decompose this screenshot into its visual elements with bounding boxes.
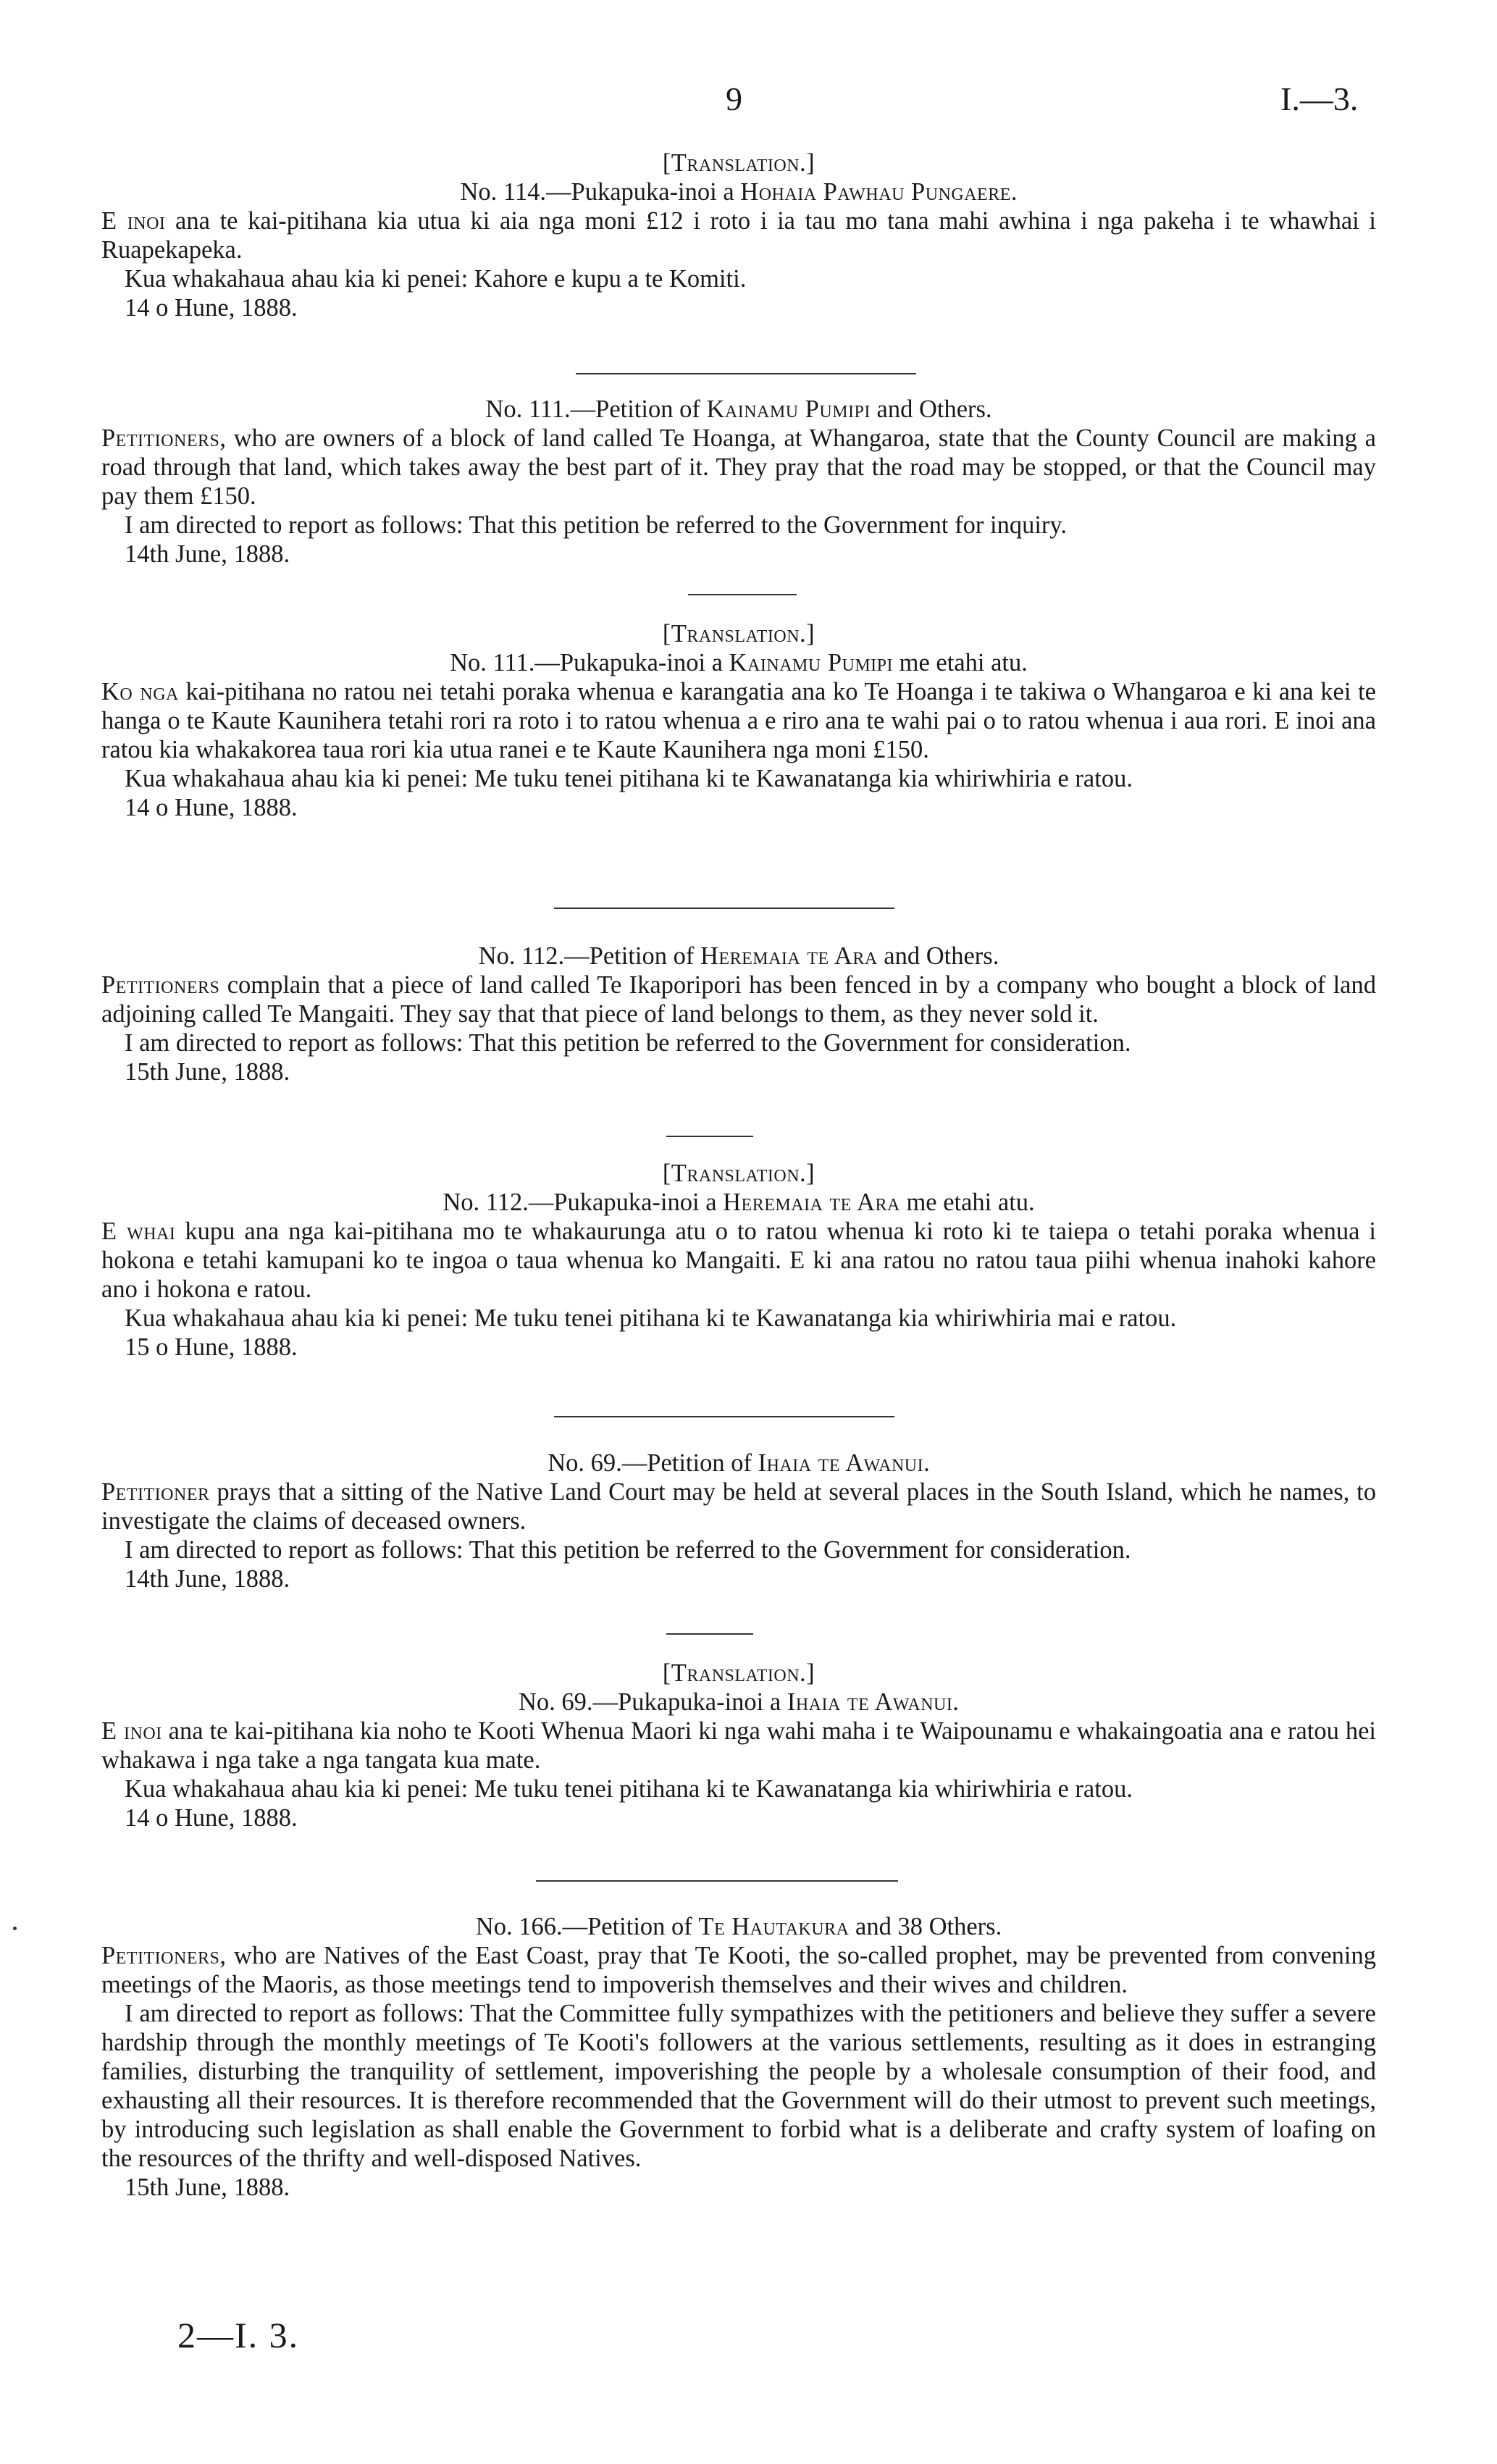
section-petition-111 bbox=[101, 395, 1376, 569]
section-divider bbox=[554, 1416, 894, 1417]
section-divider bbox=[554, 908, 894, 909]
petitioner-name: Te Hautakura bbox=[698, 1913, 850, 1940]
section-title: No. 111.—Pukapuka-inoi a Kainamu Pumipi me etahi atu. bbox=[450, 649, 1028, 676]
section-petition-114-translation bbox=[101, 148, 1376, 322]
section-title: No. 111.—Petition of Kainamu Pumipi and Others. bbox=[485, 395, 992, 423]
committee-report: I am directed to report as follows: That this petition be referred to the Government for consideration. bbox=[125, 1536, 1131, 1564]
section-petition-112-translation bbox=[101, 1159, 1376, 1362]
body-lead: Petitioner bbox=[101, 1478, 210, 1506]
section-title: No. 114.—Pukapuka-inoi a Hohaia Pawhau Pungaere. bbox=[460, 178, 1018, 206]
petitioner-name: Kainamu Pumipi bbox=[706, 395, 871, 423]
petition-body: Petitioners, who are Natives of the East Coast, pray that Te Kooti, the so-called prophet, may be prevented from convening meetings of the Maoris, as those meetings tend to impoverish themselves and their wives and children. bbox=[101, 1942, 1376, 1998]
body-lead: E inoi bbox=[101, 1717, 162, 1745]
section-petition-69 bbox=[101, 1449, 1376, 1593]
petitioner-name: Kainamu Pumipi bbox=[729, 649, 894, 676]
short-divider bbox=[666, 1136, 753, 1137]
translation-heading: [Translation.] bbox=[662, 1659, 815, 1687]
short-divider bbox=[688, 594, 797, 595]
section-petition-112 bbox=[101, 942, 1376, 1086]
section-divider bbox=[536, 1880, 898, 1882]
section-title: No. 166.—Petition of Te Hautakura and 38 Others. bbox=[475, 1913, 1002, 1940]
translation-heading: [Translation.] bbox=[662, 1160, 815, 1187]
report-date: 15 o Hune, 1888. bbox=[125, 1333, 298, 1361]
committee-report: I am directed to report as follows: That this petition be referred to the Government for consideration. bbox=[125, 1029, 1131, 1057]
petition-body: E whai kupu ana nga kai-pitihana mo te whakaurunga atu o to ratou whenua ki roto ki te taiepa o tetahi poraka whenua i hokona e tetahi kamupani ko te ingoa o taua whenua ko Mangaiti. E ki ana ratou no ratou taua piihi whenua inahoki kahore ano i hokona e ratou. bbox=[101, 1218, 1376, 1303]
petitioner-name: Ihaia te Awanui bbox=[787, 1688, 953, 1716]
body-lead: Petitioners bbox=[101, 424, 220, 452]
body-lead: E inoi bbox=[101, 207, 166, 235]
report-date: 14th June, 1888. bbox=[125, 1565, 290, 1593]
report-date: 15th June, 1888. bbox=[125, 2174, 290, 2201]
translation-heading: [Translation.] bbox=[662, 620, 815, 648]
committee-report: I am directed to report as follows: That the Committee fully sympathizes with the petitioners and believe they suffer a severe hardship through the monthly meetings of Te Kooti's followers at the various settlements, resulting as it does in estranging families, disturbing the tranquility of settlement, impoverishing the people by a wholesale consumption of their food, and exhausting all their resources. It is therefore recommended that the Government will do their utmost to prevent such meetings, by introducing such legislation as shall enable the Government to forbid what is a deliberate and crafty system of loafing on the resources of the thrifty and well-disposed Natives. bbox=[101, 2000, 1376, 2172]
committee-report: Kua whakahaua ahau kia ki penei: Kahore e kupu a te Komiti. bbox=[125, 265, 747, 293]
petition-body: Petitioner prays that a sitting of the Native Land Court may be held at several places in the South Island, which he names, to investigate the claims of deceased owners. bbox=[101, 1478, 1376, 1535]
section-divider bbox=[576, 373, 916, 374]
section-title: No. 69.—Pukapuka-inoi a Ihaia te Awanui. bbox=[519, 1688, 959, 1716]
section-petition-111-translation bbox=[101, 619, 1376, 822]
body-lead: Petitioners bbox=[101, 1942, 220, 1969]
report-date: 14 o Hune, 1888. bbox=[125, 294, 298, 322]
petitioner-name: Heremaia te Ara bbox=[723, 1189, 900, 1216]
short-divider bbox=[666, 1633, 753, 1635]
page-number: 9 bbox=[726, 80, 742, 117]
body-lead: Petitioners bbox=[101, 971, 220, 999]
report-date: 14th June, 1888. bbox=[125, 540, 290, 568]
petition-body: Petitioners, who are owners of a block of land called Te Hoanga, at Whangaroa, state that the County Council are making a road through that land, which takes away the best part of it. They pray that the road may be stopped, or that the Council may pay them £150. bbox=[101, 424, 1376, 510]
margin-mark bbox=[13, 1927, 17, 1930]
body-lead: E whai bbox=[101, 1218, 176, 1245]
petitioner-name: Hohaia Pawhau Pungaere bbox=[740, 178, 1011, 206]
report-date: 15th June, 1888. bbox=[125, 1058, 290, 1086]
petitioner-name: Heremaia te Ara bbox=[700, 942, 878, 970]
section-petition-69-translation bbox=[101, 1659, 1376, 1832]
committee-report: Kua whakahaua ahau kia ki penei: Me tuku tenei pitihana ki te Kawanatanga kia whiriwhiria e ratou. bbox=[125, 1775, 1133, 1803]
section-title: No. 112.—Pukapuka-inoi a Heremaia te Ara me etahi atu. bbox=[443, 1189, 1035, 1216]
section-petition-166 bbox=[101, 1912, 1376, 2202]
section-title: No. 69.—Petition of Ihaia te Awanui. bbox=[548, 1449, 930, 1477]
body-lead: Ko nga bbox=[101, 678, 179, 705]
committee-report: Kua whakahaua ahau kia ki penei: Me tuku tenei pitihana ki te Kawanatanga kia whiriwhiria e ratou. bbox=[125, 765, 1133, 792]
petition-body: Petitioners complain that a piece of land called Te Ikaporipori has been fenced in by a company who bought a block of land adjoining called Te Mangaiti. They say that that piece of land belongs to them, as they never sold it. bbox=[101, 971, 1376, 1028]
petition-body: Ko nga kai-pitihana no ratou nei tetahi poraka whenua e karangatia ana ko Te Hoanga i te takiwa o Whangaroa e ki ana kei te hanga o te Kaute Kaunihera tetahi rori ra roto i to ratou whenua a e riro ana te wahi pai o to ratou whenua i aua rori. E inoi ana ratou kia whakakorea taua rori kia utua ranei e te Kaute Kaunihera nga moni £150. bbox=[101, 678, 1376, 763]
report-date: 14 o Hune, 1888. bbox=[125, 794, 298, 821]
petitioner-name: Ihaia te Awanui bbox=[758, 1449, 924, 1477]
committee-report: Kua whakahaua ahau kia ki penei: Me tuku tenei pitihana ki te Kawanatanga kia whiriwhiria mai e ratou. bbox=[125, 1304, 1177, 1332]
petition-body: E inoi ana te kai-pitihana kia utua ki aia nga moni £12 i roto i ia tau mo tana mahi awhina i nga pakeha i te whawhai i Ruapekapeka. bbox=[101, 207, 1376, 264]
committee-report: I am directed to report as follows: That this petition be referred to the Government for inquiry. bbox=[125, 511, 1068, 539]
signature-mark: 2—I. 3. bbox=[177, 2315, 300, 2355]
translation-heading: [Translation.] bbox=[662, 149, 815, 177]
paper-reference: I.—3. bbox=[1280, 80, 1359, 117]
section-title: No. 112.—Petition of Heremaia te Ara and Others. bbox=[478, 942, 999, 970]
report-date: 14 o Hune, 1888. bbox=[125, 1804, 298, 1832]
petition-body: E inoi ana te kai-pitihana kia noho te Kooti Whenua Maori ki nga wahi maha i te Waipounamu e whakaingoatia ana e ratou hei whakawa i nga take a nga tangata kua mate. bbox=[101, 1717, 1376, 1774]
